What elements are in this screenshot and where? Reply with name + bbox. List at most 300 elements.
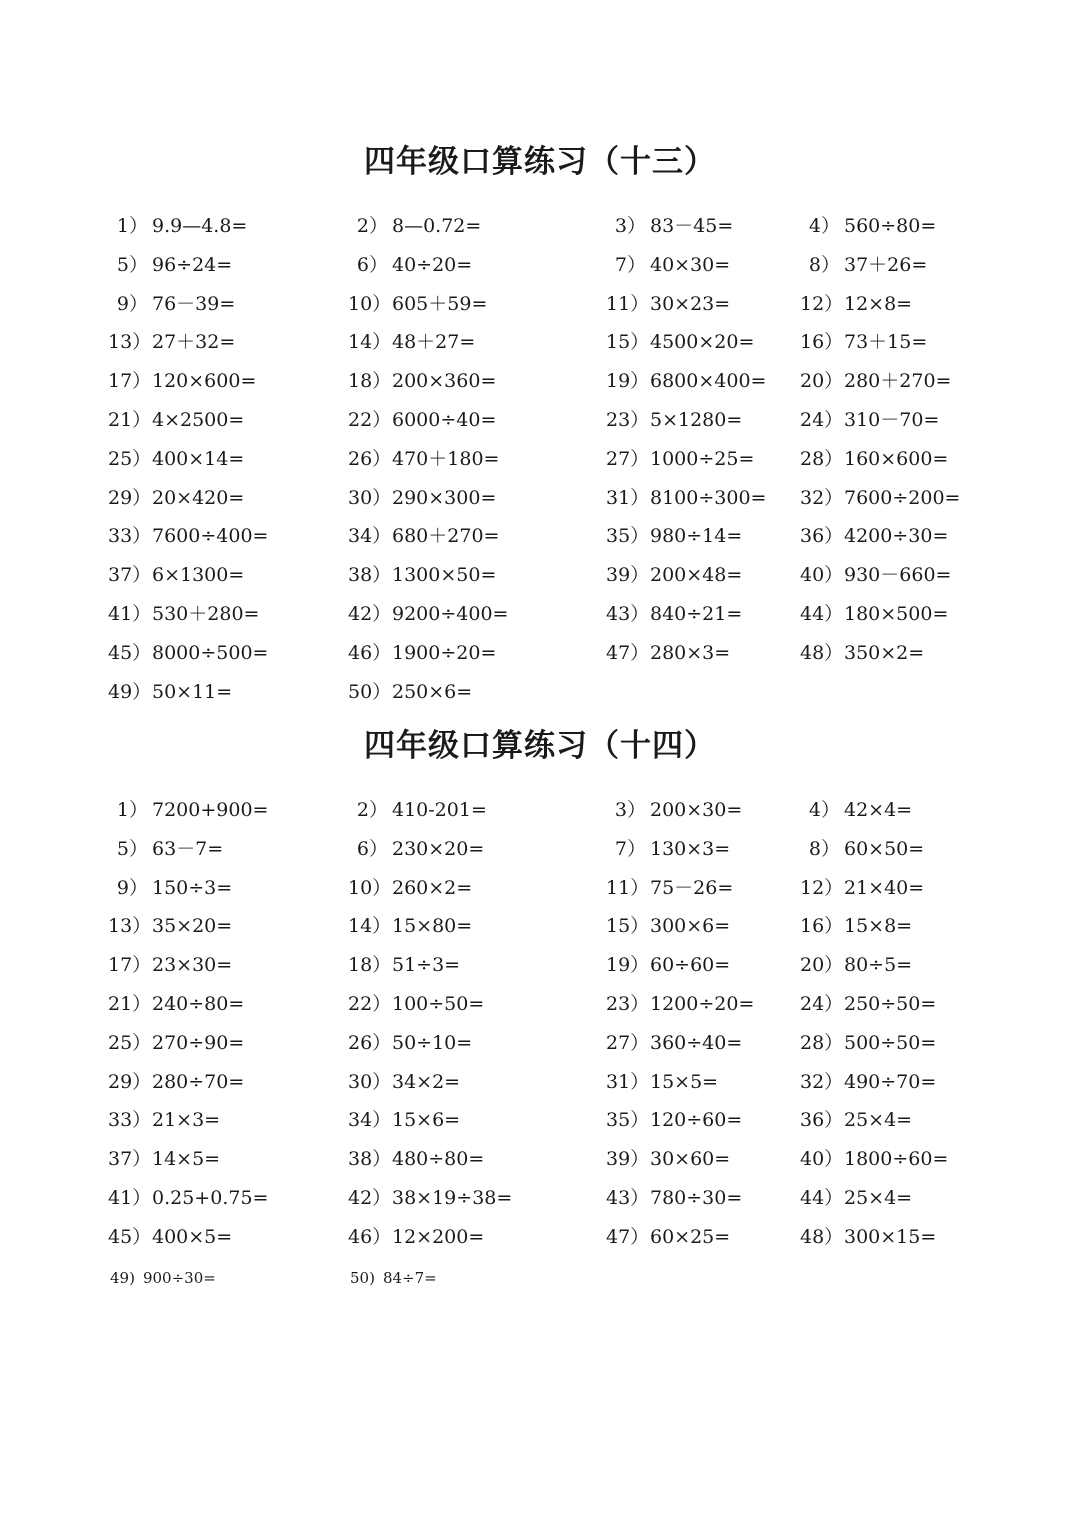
- problem-number: 8）: [808, 253, 840, 276]
- problem-expression: 60×25=: [650, 1225, 731, 1248]
- problem-number: 29）: [108, 1070, 152, 1093]
- problem-item: [800, 368, 951, 394]
- problem-item: [800, 991, 936, 1017]
- problem-number: 9）: [116, 292, 148, 315]
- problem-item: [108, 1185, 268, 1211]
- problem-expression: 35×20=: [152, 915, 233, 938]
- problem-number: 46）: [348, 1225, 392, 1248]
- problem-expression: 240÷80=: [152, 993, 245, 1015]
- problem-expression: 8100÷300=: [650, 486, 767, 509]
- problem-item: [348, 1146, 484, 1172]
- problem-number: 19）: [606, 370, 650, 393]
- problem-number: 25）: [108, 1031, 152, 1054]
- problem-item: [350, 1265, 437, 1291]
- problem-number: 39）: [606, 564, 650, 587]
- problem-number: 12）: [800, 292, 844, 315]
- problem-item: [606, 562, 742, 588]
- problem-number: 45）: [108, 641, 152, 664]
- problem-expression: 1300×50=: [392, 564, 497, 587]
- problem-expression: 560÷80=: [844, 215, 937, 237]
- problem-expression: 80÷5=: [844, 954, 913, 977]
- problem-expression: 48＋27=: [392, 331, 476, 354]
- problem-number: 18）: [348, 954, 392, 977]
- problem-item: [348, 252, 472, 278]
- problem-item: [108, 291, 235, 317]
- problem-number: 38）: [348, 564, 392, 587]
- problem-item: [348, 329, 475, 355]
- problem-number: 20）: [800, 370, 844, 393]
- problem-item: [800, 329, 927, 355]
- problem-item: [800, 952, 912, 978]
- problem-number: 9）: [116, 876, 148, 899]
- problem-item: [348, 797, 487, 823]
- problem-item: [800, 875, 924, 901]
- problem-expression: 840÷21=: [650, 603, 743, 625]
- problem-expression: 200×30=: [650, 799, 743, 821]
- problem-number: 10）: [348, 292, 392, 315]
- problem-item: [606, 1185, 742, 1211]
- problem-item: [606, 913, 730, 939]
- problem-item: [800, 213, 936, 239]
- problem-item: [606, 329, 754, 355]
- problem-item: [800, 1146, 948, 1172]
- problem-expression: 130×3=: [650, 837, 731, 860]
- problem-expression: 1800÷60=: [844, 1148, 949, 1171]
- problem-expression: 490÷70=: [844, 1070, 937, 1093]
- problem-expression: 530＋280=: [152, 603, 260, 625]
- problem-number: 17）: [108, 954, 152, 977]
- problem-number: 6）: [356, 837, 388, 860]
- problem-number: 12）: [800, 876, 844, 899]
- problem-number: 4）: [808, 215, 840, 237]
- problem-number: 47）: [606, 1225, 650, 1248]
- problem-number: 31）: [606, 486, 650, 509]
- problem-item: [800, 562, 951, 588]
- problem-expression: 1000÷25=: [650, 447, 755, 470]
- problem-expression: 21×3=: [152, 1109, 221, 1132]
- problem-expression: 23×30=: [152, 954, 233, 977]
- problem-item: [108, 640, 268, 666]
- problem-number: 20）: [800, 954, 844, 977]
- problem-item: [800, 601, 948, 627]
- problem-item: [606, 213, 733, 239]
- problem-item: [800, 836, 924, 862]
- problem-item: [108, 1069, 244, 1095]
- problem-expression: 83－45=: [650, 215, 734, 237]
- problem-number: 28）: [800, 1031, 844, 1054]
- problem-number: 24）: [800, 409, 844, 431]
- problem-number: 17）: [108, 370, 152, 393]
- problem-item: [108, 952, 232, 978]
- problem-number: 42）: [348, 1187, 392, 1209]
- section-title: 四年级口算练习（十三）: [364, 144, 716, 180]
- problem-expression: 680＋270=: [392, 525, 500, 548]
- problem-number: 50): [350, 1268, 375, 1287]
- problem-number: 39）: [606, 1148, 650, 1171]
- problem-number: 5）: [116, 837, 148, 860]
- problem-number: 2）: [356, 215, 388, 237]
- problem-item: [348, 875, 472, 901]
- problem-item: [108, 679, 232, 705]
- problem-item: [348, 1030, 472, 1056]
- problem-expression: 60÷60=: [650, 954, 731, 977]
- problem-number: 27）: [606, 1031, 650, 1054]
- problem-expression: 930－660=: [844, 564, 952, 587]
- problem-expression: 280×3=: [650, 641, 731, 664]
- problem-item: [110, 1265, 216, 1291]
- problem-number: 11）: [606, 876, 650, 899]
- problem-item: [108, 1146, 220, 1172]
- problem-item: [606, 836, 730, 862]
- problem-item: [108, 252, 232, 278]
- problem-number: 19）: [606, 954, 650, 977]
- problem-number: 14）: [348, 331, 392, 354]
- problem-expression: 260×2=: [392, 876, 473, 899]
- problem-number: 23）: [606, 409, 650, 431]
- problem-number: 30）: [348, 1070, 392, 1093]
- problem-item: [800, 797, 912, 823]
- problem-expression: 50÷10=: [392, 1031, 473, 1054]
- problem-item: [606, 875, 733, 901]
- problem-expression: 9.9—4.8=: [152, 215, 248, 237]
- problem-number: 3）: [614, 215, 646, 237]
- problem-item: [348, 1224, 484, 1250]
- problem-number: 32）: [800, 1070, 844, 1093]
- problem-expression: 63－7=: [152, 837, 224, 860]
- problem-number: 34）: [348, 1109, 392, 1132]
- problem-number: 10）: [348, 876, 392, 899]
- problem-expression: 51÷3=: [392, 954, 461, 977]
- problem-number: 26）: [348, 1031, 392, 1054]
- problem-number: 8）: [808, 837, 840, 860]
- problem-item: [348, 836, 484, 862]
- problem-expression: 25×4=: [844, 1187, 913, 1209]
- problem-item: [606, 601, 742, 627]
- problem-item: [800, 523, 948, 549]
- problem-item: [108, 875, 232, 901]
- problem-expression: 4200÷30=: [844, 525, 949, 548]
- problem-expression: 12×8=: [844, 292, 913, 315]
- problem-item: [606, 1069, 718, 1095]
- problem-item: [606, 407, 742, 433]
- problem-item: [348, 368, 496, 394]
- problem-item: [606, 1146, 730, 1172]
- problem-number: 35）: [606, 1109, 650, 1132]
- problem-item: [108, 1224, 232, 1250]
- problem-expression: 21×40=: [844, 876, 925, 899]
- problem-expression: 1900÷20=: [392, 641, 497, 664]
- problem-item: [348, 1069, 460, 1095]
- problem-number: 1）: [116, 799, 148, 821]
- problem-item: [800, 913, 912, 939]
- problem-item: [348, 523, 499, 549]
- problem-expression: 12×200=: [392, 1225, 485, 1248]
- problem-number: 48）: [800, 641, 844, 664]
- problem-expression: 230×20=: [392, 837, 485, 860]
- problem-number: 36）: [800, 1109, 844, 1132]
- problem-expression: 7600÷200=: [844, 486, 961, 509]
- problem-expression: 84÷7=: [382, 1268, 437, 1287]
- problem-number: 15）: [606, 915, 650, 938]
- problem-expression: 350×2=: [844, 641, 925, 664]
- problem-expression: 180×500=: [844, 603, 949, 625]
- problem-item: [606, 952, 730, 978]
- problem-item: [606, 797, 742, 823]
- problem-number: 16）: [800, 915, 844, 938]
- problem-item: [348, 1185, 512, 1211]
- problem-number: 43）: [606, 1187, 650, 1209]
- problem-expression: 76－39=: [152, 292, 236, 315]
- problem-item: [800, 1069, 936, 1095]
- problem-expression: 30×23=: [650, 292, 731, 315]
- problem-number: 23）: [606, 993, 650, 1015]
- problem-item: [108, 562, 244, 588]
- problem-number: 21）: [108, 993, 152, 1015]
- problem-item: [348, 407, 496, 433]
- problem-item: [800, 291, 912, 317]
- problem-number: 49）: [108, 680, 152, 703]
- problem-item: [606, 523, 742, 549]
- problem-item: [800, 252, 927, 278]
- problem-expression: 73＋15=: [844, 331, 928, 354]
- problem-number: 13）: [108, 915, 152, 938]
- problem-number: 42）: [348, 603, 392, 625]
- problem-number: 36）: [800, 525, 844, 548]
- problem-expression: 14×5=: [152, 1148, 221, 1171]
- problem-expression: 15×8=: [844, 915, 913, 938]
- problem-expression: 7200+900=: [152, 799, 269, 821]
- problem-item: [606, 991, 754, 1017]
- problem-expression: 6800×400=: [650, 370, 767, 393]
- problem-number: 38）: [348, 1148, 392, 1171]
- problem-expression: 400×14=: [152, 447, 245, 470]
- problem-item: [348, 640, 496, 666]
- problem-item: [800, 1107, 912, 1133]
- problem-number: 30）: [348, 486, 392, 509]
- problem-expression: 7600÷400=: [152, 525, 269, 548]
- problem-number: 41）: [108, 603, 152, 625]
- problem-number: 7）: [614, 253, 646, 276]
- problem-item: [108, 601, 259, 627]
- problem-expression: 470＋180=: [392, 447, 500, 470]
- problem-item: [348, 446, 499, 472]
- problem-expression: 270÷90=: [152, 1031, 245, 1054]
- problem-number: 6）: [356, 253, 388, 276]
- problem-item: [800, 485, 960, 511]
- problem-number: 24）: [800, 993, 844, 1015]
- problem-item: [108, 991, 244, 1017]
- problem-item: [348, 679, 472, 705]
- problem-item: [108, 329, 235, 355]
- problem-item: [108, 407, 244, 433]
- problem-item: [108, 1107, 220, 1133]
- problem-expression: 6000÷40=: [392, 409, 497, 431]
- problem-item: [348, 991, 484, 1017]
- problem-item: [348, 562, 496, 588]
- problem-number: 7）: [614, 837, 646, 860]
- problem-expression: 780÷30=: [650, 1187, 743, 1209]
- problem-expression: 150÷3=: [152, 876, 233, 899]
- problem-number: 46）: [348, 641, 392, 664]
- problem-expression: 0.25+0.75=: [152, 1187, 269, 1209]
- problem-expression: 60×50=: [844, 837, 925, 860]
- problem-expression: 27＋32=: [152, 331, 236, 354]
- problem-expression: 5×1280=: [650, 409, 743, 431]
- problem-number: 27）: [606, 447, 650, 470]
- problem-expression: 250×6=: [392, 680, 473, 703]
- problem-expression: 20×420=: [152, 486, 245, 509]
- problem-expression: 100÷50=: [392, 993, 485, 1015]
- problem-expression: 120×600=: [152, 370, 257, 393]
- problem-expression: 300×15=: [844, 1225, 937, 1248]
- problem-expression: 9200÷400=: [392, 603, 509, 625]
- problem-number: 2）: [356, 799, 388, 821]
- problem-number: 37）: [108, 564, 152, 587]
- problem-number: 22）: [348, 409, 392, 431]
- problem-item: [800, 446, 948, 472]
- problem-item: [606, 1030, 742, 1056]
- problem-number: 47）: [606, 641, 650, 664]
- problem-number: 15）: [606, 331, 650, 354]
- problem-expression: 310－70=: [844, 409, 940, 431]
- problem-expression: 300×6=: [650, 915, 731, 938]
- problem-number: 4）: [808, 799, 840, 821]
- problem-expression: 38×19÷38=: [392, 1187, 513, 1209]
- problem-expression: 40÷20=: [392, 253, 473, 276]
- problem-expression: 15×6=: [392, 1109, 461, 1132]
- problem-number: 5）: [116, 253, 148, 276]
- problem-number: 44）: [800, 603, 844, 625]
- problem-number: 32）: [800, 486, 844, 509]
- problem-item: [800, 1030, 936, 1056]
- problem-expression: 30×60=: [650, 1148, 731, 1171]
- problem-number: 40）: [800, 564, 844, 587]
- section-title: 四年级口算练习（十四）: [364, 728, 716, 764]
- problem-item: [108, 797, 268, 823]
- problem-item: [108, 1030, 244, 1056]
- problem-expression: 15×80=: [392, 915, 473, 938]
- problem-number: 3）: [614, 799, 646, 821]
- problem-expression: 500÷50=: [844, 1031, 937, 1054]
- problem-expression: 605＋59=: [392, 292, 488, 315]
- problem-number: 33）: [108, 525, 152, 548]
- problem-expression: 410-201=: [392, 799, 487, 821]
- problem-number: 49): [110, 1268, 135, 1287]
- problem-expression: 34×2=: [392, 1070, 461, 1093]
- problem-number: 18）: [348, 370, 392, 393]
- problem-item: [800, 1224, 936, 1250]
- problem-number: 41）: [108, 1187, 152, 1209]
- problem-expression: 280÷70=: [152, 1070, 245, 1093]
- problem-item: [108, 523, 268, 549]
- problem-item: [108, 368, 256, 394]
- problem-number: 25）: [108, 447, 152, 470]
- problem-item: [606, 640, 730, 666]
- problem-item: [348, 291, 487, 317]
- problem-expression: 900÷30=: [142, 1268, 216, 1287]
- problem-item: [108, 913, 232, 939]
- problem-expression: 8—0.72=: [392, 215, 482, 237]
- problem-item: [348, 213, 481, 239]
- problem-number: 21）: [108, 409, 152, 431]
- problem-expression: 290×300=: [392, 486, 497, 509]
- problem-item: [800, 640, 924, 666]
- problem-expression: 42×4=: [844, 799, 913, 821]
- problem-item: [606, 252, 730, 278]
- problem-item: [606, 446, 754, 472]
- problem-number: 11）: [606, 292, 650, 315]
- problem-expression: 25×4=: [844, 1109, 913, 1132]
- problem-expression: 37＋26=: [844, 253, 928, 276]
- problem-expression: 480÷80=: [392, 1148, 485, 1171]
- problem-number: 16）: [800, 331, 844, 354]
- problem-expression: 400×5=: [152, 1225, 233, 1248]
- problem-item: [606, 485, 766, 511]
- problem-number: 33）: [108, 1109, 152, 1132]
- problem-number: 43）: [606, 603, 650, 625]
- problem-expression: 200×48=: [650, 564, 743, 587]
- problem-number: 44）: [800, 1187, 844, 1209]
- problem-number: 34）: [348, 525, 392, 548]
- problem-number: 48）: [800, 1225, 844, 1248]
- problem-expression: 4×2500=: [152, 409, 245, 431]
- problem-number: 1）: [116, 215, 148, 237]
- problem-number: 14）: [348, 915, 392, 938]
- problem-number: 31）: [606, 1070, 650, 1093]
- problem-number: 50）: [348, 680, 392, 703]
- problem-expression: 1200÷20=: [650, 993, 755, 1015]
- problem-item: [108, 836, 223, 862]
- problem-number: 40）: [800, 1148, 844, 1171]
- problem-expression: 6×1300=: [152, 564, 245, 587]
- problem-item: [606, 1224, 730, 1250]
- problem-item: [606, 1107, 742, 1133]
- problem-item: [606, 368, 766, 394]
- problem-expression: 120÷60=: [650, 1109, 743, 1132]
- problem-item: [348, 601, 508, 627]
- problem-expression: 200×360=: [392, 370, 497, 393]
- problem-item: [606, 291, 730, 317]
- problem-number: 22）: [348, 993, 392, 1015]
- problem-expression: 280＋270=: [844, 370, 952, 393]
- problem-item: [348, 1107, 460, 1133]
- problem-expression: 50×11=: [152, 680, 233, 703]
- problem-expression: 980÷14=: [650, 525, 743, 548]
- problem-number: 35）: [606, 525, 650, 548]
- problem-item: [800, 407, 939, 433]
- problem-expression: 15×5=: [650, 1070, 719, 1093]
- problem-expression: 360÷40=: [650, 1031, 743, 1054]
- problem-expression: 4500×20=: [650, 331, 755, 354]
- problem-item: [800, 1185, 912, 1211]
- problem-item: [108, 446, 244, 472]
- problem-number: 29）: [108, 486, 152, 509]
- problem-expression: 75－26=: [650, 876, 734, 899]
- problem-item: [348, 913, 472, 939]
- problem-item: [348, 485, 496, 511]
- problem-expression: 160×600=: [844, 447, 949, 470]
- problem-number: 28）: [800, 447, 844, 470]
- problem-expression: 96÷24=: [152, 253, 233, 276]
- problem-expression: 40×30=: [650, 253, 731, 276]
- problem-number: 13）: [108, 331, 152, 354]
- problem-item: [108, 213, 247, 239]
- problem-item: [348, 952, 460, 978]
- problem-number: 37）: [108, 1148, 152, 1171]
- problem-expression: 8000÷500=: [152, 641, 269, 664]
- problem-expression: 250÷50=: [844, 993, 937, 1015]
- problem-number: 45）: [108, 1225, 152, 1248]
